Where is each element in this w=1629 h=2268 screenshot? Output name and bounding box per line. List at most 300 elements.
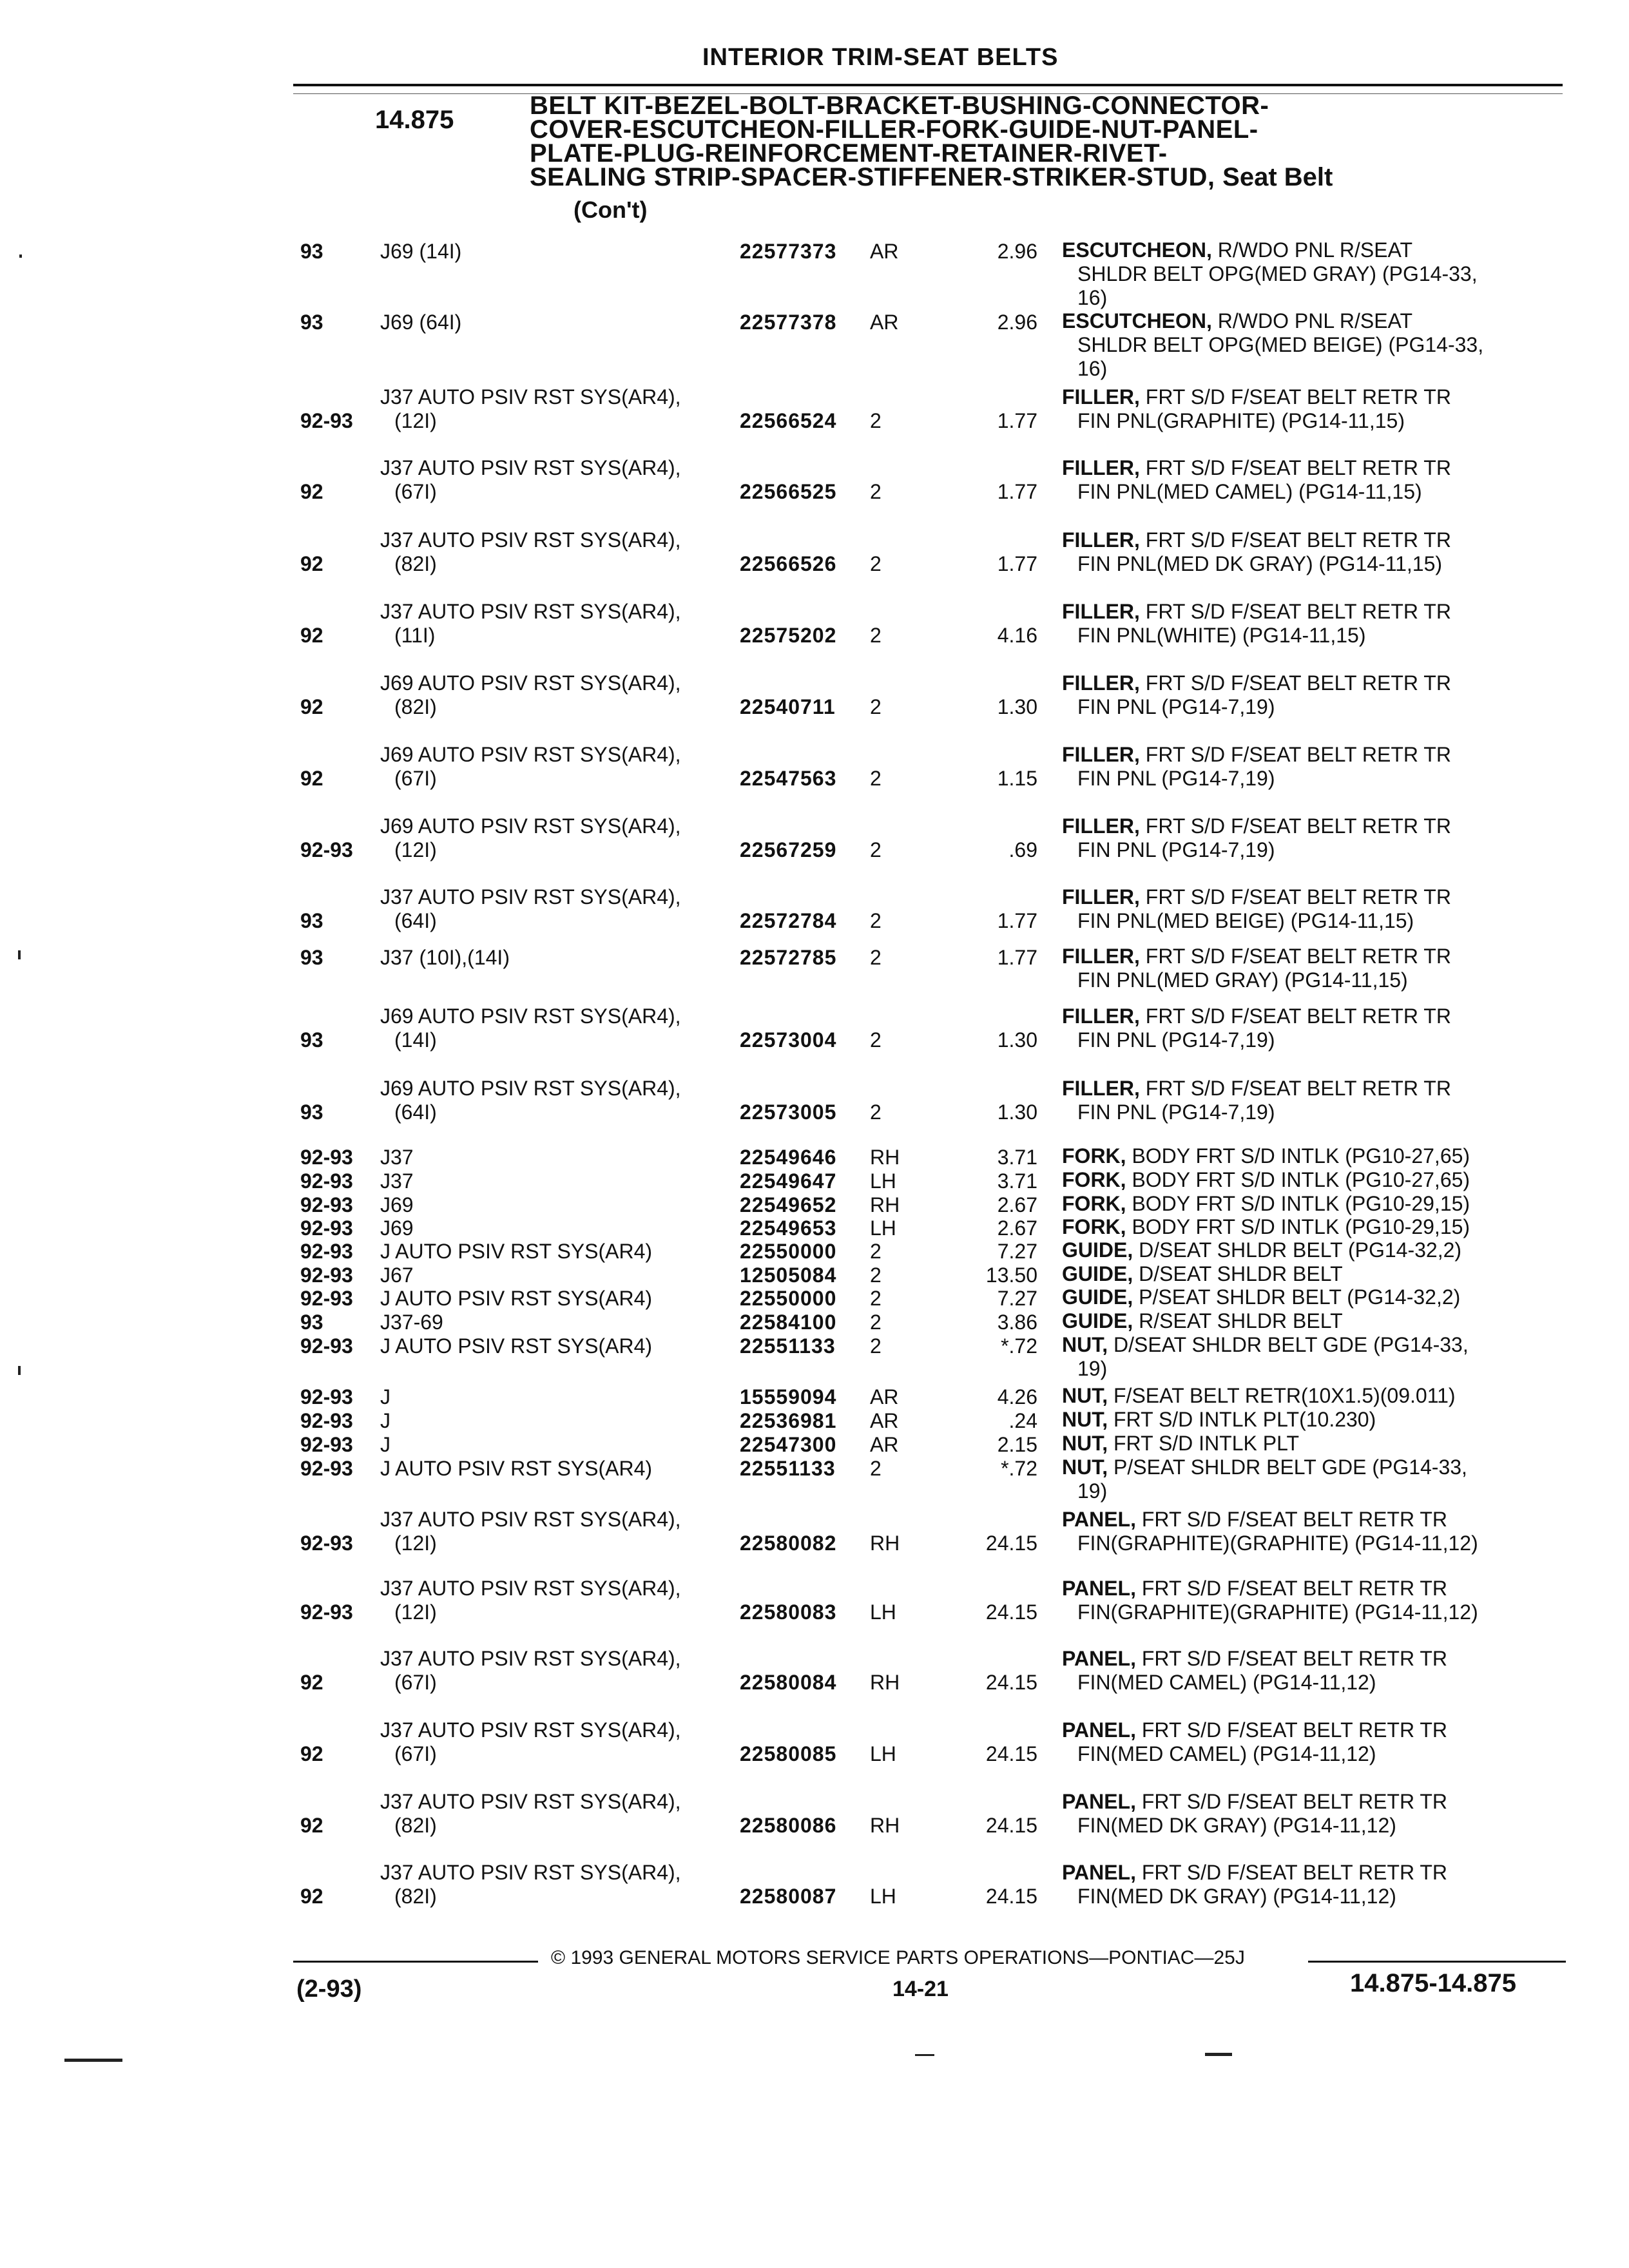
model-year: 92 (300, 1814, 323, 1837)
model-year: 92 (300, 767, 323, 790)
part-name: FILLER, (1062, 1077, 1140, 1100)
part-description (1062, 1262, 1565, 1286)
model-line: J AUTO PSIV RST SYS(AR4) (380, 1287, 653, 1310)
model-year: 93 (300, 909, 323, 932)
model-line: J69 (380, 1193, 414, 1216)
section-title-line (530, 163, 1535, 191)
part-number: 22572785 (740, 946, 837, 969)
model-description (380, 1287, 728, 1311)
part-description (1062, 1456, 1565, 1503)
model-description (380, 1334, 728, 1358)
part-description (1062, 1432, 1565, 1456)
model-description (380, 528, 728, 576)
part-number: 22566525 (740, 480, 837, 503)
description-text: D/SEAT SHLDR BELT (PG14-32,2) (1139, 1238, 1462, 1262)
model-line-2: (67I) (394, 1742, 437, 1765)
model-year: 92 (300, 480, 323, 503)
price: .69 (1008, 838, 1037, 861)
model-year: 92-93 (300, 1240, 353, 1263)
price: 1.15 (997, 767, 1037, 790)
model-year: 93 (300, 1311, 323, 1334)
model-description (380, 1146, 728, 1169)
model-description (380, 1790, 728, 1838)
part-name: FORK, (1062, 1168, 1126, 1191)
part-description (1062, 1577, 1565, 1624)
model-line-2: (82I) (394, 695, 437, 718)
price: 1.77 (997, 409, 1037, 432)
part-name: FILLER, (1062, 671, 1140, 695)
description-line-2: FIN PNL(GRAPHITE) (PG14-11,15) (1077, 409, 1405, 432)
part-name: GUIDE, (1062, 1262, 1133, 1285)
model-year: 92-93 (300, 1193, 353, 1216)
model-description (380, 1311, 728, 1334)
description-line (1062, 1144, 1470, 1168)
model-line: J37 AUTO PSIV RST SYS(AR4), (380, 1508, 681, 1531)
part-description (1062, 1168, 1565, 1192)
model-line-2: (67I) (394, 767, 437, 790)
description-text: FRT S/D F/SEAT BELT RETR TR (1145, 743, 1451, 766)
part-description (1062, 385, 1565, 433)
description-line-2: FIN(MED DK GRAY) (PG14-11,12) (1077, 1814, 1396, 1837)
part-description (1062, 945, 1565, 992)
part-number: 22573004 (740, 1028, 837, 1052)
model-year: 92-93 (300, 1433, 353, 1456)
part-name: FILLER, (1062, 885, 1140, 908)
quantity: AR (870, 1409, 899, 1432)
price: 4.16 (997, 624, 1037, 647)
part-description (1062, 743, 1565, 791)
model-line-2: (12I) (394, 1600, 437, 1624)
model-line: J37 (10I),(14I) (380, 946, 510, 969)
part-number: 22580083 (740, 1600, 837, 1624)
model-year: 93 (300, 1028, 323, 1052)
scan-mark (18, 1366, 21, 1375)
description-text: R/WDO PNL R/SEAT (1217, 309, 1413, 332)
model-line: J69 AUTO PSIV RST SYS(AR4), (380, 1077, 681, 1100)
model-description (380, 1077, 728, 1124)
description-line-3: 16) (1077, 286, 1108, 309)
model-description (380, 743, 728, 791)
description-line-2: FIN PNL(MED GRAY) (PG14-11,15) (1077, 968, 1408, 992)
description-line (1062, 1790, 1447, 1813)
model-line: J67 (380, 1264, 414, 1287)
model-line-2: (64I) (394, 1100, 437, 1124)
scan-mark (18, 950, 21, 959)
description-line-2: FIN(MED CAMEL) (PG14-11,12) (1077, 1671, 1376, 1694)
model-line: J37 (380, 1169, 414, 1193)
quantity: 2 (870, 624, 882, 647)
description-line-3: 16) (1077, 357, 1108, 380)
part-description (1062, 1238, 1565, 1262)
model-description (380, 1508, 728, 1555)
quantity: 2 (870, 1100, 882, 1124)
quantity: 2 (870, 1311, 882, 1334)
part-number: 22549652 (740, 1193, 837, 1216)
model-line: J AUTO PSIV RST SYS(AR4) (380, 1457, 653, 1480)
part-description (1062, 671, 1565, 719)
model-line: J69 (14I) (380, 240, 462, 263)
price: 7.27 (997, 1287, 1037, 1310)
model-line: J (380, 1409, 390, 1432)
description-text: FRT S/D F/SEAT BELT RETR TR (1141, 1790, 1448, 1813)
continued-label: (Con't) (574, 197, 648, 223)
description-line-2: FIN PNL (PG14-7,19) (1077, 695, 1275, 718)
quantity: 2 (870, 1264, 882, 1287)
part-name: FILLER, (1062, 1004, 1140, 1028)
quantity: RH (870, 1532, 900, 1555)
footer-section-range: 14.875-14.875 (1350, 1969, 1517, 1997)
price: 13.50 (985, 1264, 1037, 1287)
part-name: ESCUTCHEON, (1062, 238, 1212, 262)
part-number: 22551133 (740, 1334, 836, 1358)
model-line-2: (64I) (394, 909, 437, 932)
model-description (380, 1385, 728, 1409)
description-text: F/SEAT BELT RETR(10X1.5)(09.011) (1113, 1384, 1456, 1407)
description-line (1062, 528, 1451, 552)
description-line (1062, 1333, 1469, 1356)
part-number: 22566524 (740, 409, 837, 432)
part-name: PANEL, (1062, 1508, 1136, 1531)
description-line (1062, 309, 1412, 332)
description-line (1062, 885, 1451, 908)
footer-rule (293, 1961, 538, 1963)
part-description (1062, 1144, 1565, 1168)
part-description (1062, 1309, 1565, 1333)
description-line (1062, 456, 1451, 479)
part-number: 22547300 (740, 1433, 837, 1456)
model-line: J37 AUTO PSIV RST SYS(AR4), (380, 885, 681, 908)
model-year: 92-93 (300, 1385, 353, 1408)
description-line-2: FIN PNL(MED DK GRAY) (PG14-11,15) (1077, 552, 1443, 575)
model-year: 92-93 (300, 838, 353, 861)
description-text: FRT S/D F/SEAT BELT RETR TR (1145, 456, 1451, 479)
quantity: RH (870, 1193, 900, 1216)
description-line (1062, 1508, 1447, 1531)
part-number: 22580085 (740, 1742, 837, 1765)
description-text: FRT S/D INTLK PLT (1113, 1432, 1300, 1455)
quantity: RH (870, 1146, 900, 1169)
description-line-2: FIN(MED DK GRAY) (PG14-11,12) (1077, 1885, 1396, 1908)
section-title-line: PLATE-PLUG-REINFORCEMENT-RETAINER-RIVET- (530, 139, 1168, 168)
model-line-2: (67I) (394, 1671, 437, 1694)
part-number: 22580087 (740, 1885, 837, 1908)
quantity: 2 (870, 695, 882, 718)
quantity: 2 (870, 909, 882, 932)
model-year: 92-93 (300, 1264, 353, 1287)
model-line-2: (12I) (394, 838, 437, 861)
part-number: 22536981 (740, 1409, 837, 1432)
model-line: J37 AUTO PSIV RST SYS(AR4), (380, 1790, 681, 1813)
page-title: INTERIOR TRIM-SEAT BELTS (702, 44, 1059, 71)
description-line (1062, 1238, 1461, 1262)
model-year: 92-93 (300, 1532, 353, 1555)
description-text: FRT S/D F/SEAT BELT RETR TR (1145, 814, 1451, 838)
description-line-2: 19) (1077, 1479, 1108, 1503)
quantity: 2 (870, 767, 882, 790)
description-text: FRT S/D F/SEAT BELT RETR TR (1145, 528, 1451, 552)
part-number: 22550000 (740, 1287, 837, 1310)
model-year: 93 (300, 1100, 323, 1124)
description-line-2: SHLDR BELT OPG(MED BEIGE) (PG14-33, (1077, 333, 1484, 356)
model-year: 92 (300, 1885, 323, 1908)
section-number: 14.875 (375, 106, 454, 134)
model-year: 93 (300, 946, 323, 969)
model-line-2: (14I) (394, 1028, 437, 1052)
part-name: PANEL, (1062, 1861, 1136, 1884)
price: 3.71 (997, 1146, 1037, 1169)
section-title (530, 91, 1535, 191)
model-line: J69 AUTO PSIV RST SYS(AR4), (380, 671, 681, 695)
model-year: 92 (300, 552, 323, 575)
quantity: LH (870, 1216, 896, 1240)
price: 24.15 (985, 1814, 1037, 1837)
part-name: FORK, (1062, 1215, 1126, 1238)
description-line (1062, 945, 1451, 968)
part-name: FILLER, (1062, 814, 1140, 838)
model-year: 92 (300, 624, 323, 647)
model-year: 92 (300, 695, 323, 718)
description-line-2: FIN PNL (PG14-7,19) (1077, 1100, 1275, 1124)
part-name: GUIDE, (1062, 1309, 1133, 1332)
quantity: 2 (870, 409, 882, 432)
model-line: J (380, 1385, 390, 1408)
description-text: R/WDO PNL R/SEAT (1217, 238, 1413, 262)
model-description (380, 1193, 728, 1217)
part-name: FILLER, (1062, 385, 1140, 408)
description-text: D/SEAT SHLDR BELT GDE (PG14-33, (1113, 1333, 1469, 1356)
model-line-2: (12I) (394, 1532, 437, 1555)
model-line: J69 AUTO PSIV RST SYS(AR4), (380, 814, 681, 838)
model-description (380, 1409, 728, 1433)
part-description (1062, 814, 1565, 862)
part-name: ESCUTCHEON, (1062, 309, 1212, 332)
model-line-2: (12I) (394, 409, 437, 432)
price: 2.96 (997, 311, 1037, 334)
part-number: 22540711 (740, 695, 836, 718)
model-description (380, 1169, 728, 1193)
quantity: AR (870, 1385, 899, 1408)
part-number: 15559094 (740, 1385, 837, 1408)
description-text: D/SEAT SHLDR BELT (1139, 1262, 1343, 1285)
part-name: GUIDE, (1062, 1238, 1133, 1262)
part-description (1062, 1508, 1565, 1555)
model-year: 92-93 (300, 1600, 353, 1624)
model-line: J69 (380, 1216, 414, 1240)
model-year: 93 (300, 240, 323, 263)
model-year: 92-93 (300, 1287, 353, 1310)
part-description (1062, 1192, 1565, 1216)
model-line: J (380, 1433, 390, 1456)
model-line: J37 AUTO PSIV RST SYS(AR4), (380, 385, 681, 408)
part-description (1062, 1004, 1565, 1052)
part-description (1062, 238, 1565, 310)
description-line (1062, 1861, 1447, 1884)
model-line: J37 AUTO PSIV RST SYS(AR4), (380, 1718, 681, 1742)
quantity: 2 (870, 1240, 882, 1263)
description-line (1062, 1168, 1470, 1191)
model-line: J69 (64I) (380, 311, 462, 334)
price: *.72 (1001, 1457, 1037, 1480)
description-text: FRT S/D F/SEAT BELT RETR TR (1141, 1861, 1448, 1884)
model-description (380, 1861, 728, 1908)
price: 2.67 (997, 1193, 1037, 1216)
description-line (1062, 1309, 1343, 1332)
part-number: 22550000 (740, 1240, 837, 1263)
footer-copyright: © 1993 GENERAL MOTORS SERVICE PARTS OPERATIONS—PONTIAC—25J (551, 1947, 1245, 1968)
part-name: NUT, (1062, 1456, 1108, 1479)
model-year: 92 (300, 1742, 323, 1765)
part-number: 22573005 (740, 1100, 837, 1124)
quantity: AR (870, 311, 899, 334)
part-name: GUIDE, (1062, 1285, 1133, 1309)
part-description (1062, 1647, 1565, 1695)
part-name: NUT, (1062, 1432, 1108, 1455)
description-line-2: FIN PNL(WHITE) (PG14-11,15) (1077, 624, 1366, 647)
model-description (380, 1577, 728, 1624)
price: 24.15 (985, 1532, 1037, 1555)
price: 2.96 (997, 240, 1037, 263)
quantity: RH (870, 1814, 900, 1837)
quantity: 2 (870, 946, 882, 969)
footer-date-code: (2-93) (296, 1975, 362, 2003)
price: 1.30 (997, 1028, 1037, 1052)
model-description (380, 946, 728, 970)
part-name: FILLER, (1062, 456, 1140, 479)
price: 1.30 (997, 695, 1037, 718)
section-title-line: BELT KIT-BEZEL-BOLT-BRACKET-BUSHING-CONNECTOR- (530, 91, 1269, 120)
description-line (1062, 671, 1451, 695)
price: 4.26 (997, 1385, 1037, 1408)
quantity: LH (870, 1742, 896, 1765)
model-description (380, 1718, 728, 1766)
part-description (1062, 309, 1565, 381)
quantity: LH (870, 1885, 896, 1908)
description-line (1062, 1456, 1467, 1479)
price: 24.15 (985, 1742, 1037, 1765)
price: 24.15 (985, 1885, 1037, 1908)
quantity: 2 (870, 480, 882, 503)
model-line-2: (82I) (394, 552, 437, 575)
model-year: 92-93 (300, 1169, 353, 1193)
model-description (380, 1647, 728, 1695)
part-number: 22584100 (740, 1311, 837, 1334)
quantity: LH (870, 1169, 896, 1193)
model-line-2: (11I) (394, 624, 436, 647)
price: 3.71 (997, 1169, 1037, 1193)
quantity: LH (870, 1600, 896, 1624)
part-description (1062, 1790, 1565, 1838)
scan-mark (915, 2054, 934, 2056)
quantity: 2 (870, 1457, 882, 1480)
part-name: FILLER, (1062, 528, 1140, 552)
quantity: 2 (870, 1334, 882, 1358)
model-description (380, 456, 728, 504)
part-description (1062, 456, 1565, 504)
description-line (1062, 814, 1451, 838)
section-title-line-text: SEALING STRIP-SPACER-STIFFENER-STRIKER-STUD, (530, 163, 1215, 191)
description-text: FRT S/D F/SEAT BELT RETR TR (1141, 1577, 1448, 1600)
description-line (1062, 1215, 1470, 1238)
model-line: J37-69 (380, 1311, 443, 1334)
description-text: FRT S/D F/SEAT BELT RETR TR (1145, 945, 1451, 968)
description-line (1062, 1384, 1456, 1407)
part-description (1062, 528, 1565, 576)
quantity: 2 (870, 838, 882, 861)
part-number: 22580082 (740, 1532, 837, 1555)
price: 24.15 (985, 1600, 1037, 1624)
description-text: BODY FRT S/D INTLK (PG10-29,15) (1132, 1192, 1470, 1215)
part-name: FORK, (1062, 1144, 1126, 1168)
description-text: FRT S/D F/SEAT BELT RETR TR (1145, 600, 1451, 623)
model-year: 92-93 (300, 1216, 353, 1240)
part-description (1062, 600, 1565, 648)
description-line-2: FIN PNL(MED CAMEL) (PG14-11,15) (1077, 480, 1422, 503)
model-line: J37 AUTO PSIV RST SYS(AR4), (380, 528, 681, 552)
model-year: 92-93 (300, 1146, 353, 1169)
description-line (1062, 385, 1451, 408)
model-description (380, 311, 728, 334)
part-name: PANEL, (1062, 1790, 1136, 1813)
description-text: FRT S/D F/SEAT BELT RETR TR (1145, 1004, 1451, 1028)
part-number: 22547563 (740, 767, 837, 790)
description-line (1062, 743, 1451, 766)
model-line: J37 AUTO PSIV RST SYS(AR4), (380, 1577, 681, 1600)
description-line (1062, 1285, 1460, 1309)
model-line: J69 AUTO PSIV RST SYS(AR4), (380, 1004, 681, 1028)
description-text: P/SEAT SHLDR BELT GDE (PG14-33, (1113, 1456, 1467, 1479)
price: 3.86 (997, 1311, 1037, 1334)
model-description (380, 1457, 728, 1481)
part-number: 22577373 (740, 240, 837, 263)
part-number: 22549646 (740, 1146, 837, 1169)
description-line-2: FIN(GRAPHITE)(GRAPHITE) (PG14-11,12) (1077, 1532, 1478, 1555)
part-name: PANEL, (1062, 1647, 1136, 1670)
model-description (380, 600, 728, 648)
part-number: 22577378 (740, 311, 837, 334)
description-text: FRT S/D F/SEAT BELT RETR TR (1145, 671, 1451, 695)
section-title-line: COVER-ESCUTCHEON-FILLER-FORK-GUIDE-NUT-PANEL- (530, 115, 1258, 144)
part-number: 12505084 (740, 1264, 837, 1287)
price: 1.77 (997, 946, 1037, 969)
description-line (1062, 238, 1412, 262)
description-line (1062, 1192, 1470, 1215)
scan-mark (64, 2059, 122, 2062)
scan-mark (1205, 2053, 1232, 2056)
part-number: 22549647 (740, 1169, 837, 1193)
model-description (380, 671, 728, 719)
description-text: FRT S/D F/SEAT BELT RETR TR (1141, 1647, 1448, 1670)
model-line: J37 AUTO PSIV RST SYS(AR4), (380, 1647, 681, 1670)
model-year: 92-93 (300, 409, 353, 432)
model-description (380, 814, 728, 862)
description-text: R/SEAT SHLDR BELT (1139, 1309, 1343, 1332)
description-line (1062, 1004, 1451, 1028)
description-line-2: FIN(MED CAMEL) (PG14-11,12) (1077, 1742, 1376, 1765)
footer-page-number: 14-21 (892, 1977, 949, 2001)
part-description (1062, 1718, 1565, 1766)
description-text: FRT S/D F/SEAT BELT RETR TR (1145, 385, 1451, 408)
description-line (1062, 1718, 1447, 1742)
quantity: 2 (870, 552, 882, 575)
part-description (1062, 1285, 1565, 1309)
part-name: FILLER, (1062, 945, 1140, 968)
quantity: 2 (870, 1028, 882, 1052)
model-description (380, 240, 728, 264)
price: 1.30 (997, 1100, 1037, 1124)
price: *.72 (1001, 1334, 1037, 1358)
part-number: 22580084 (740, 1671, 837, 1694)
part-description (1062, 1408, 1565, 1432)
